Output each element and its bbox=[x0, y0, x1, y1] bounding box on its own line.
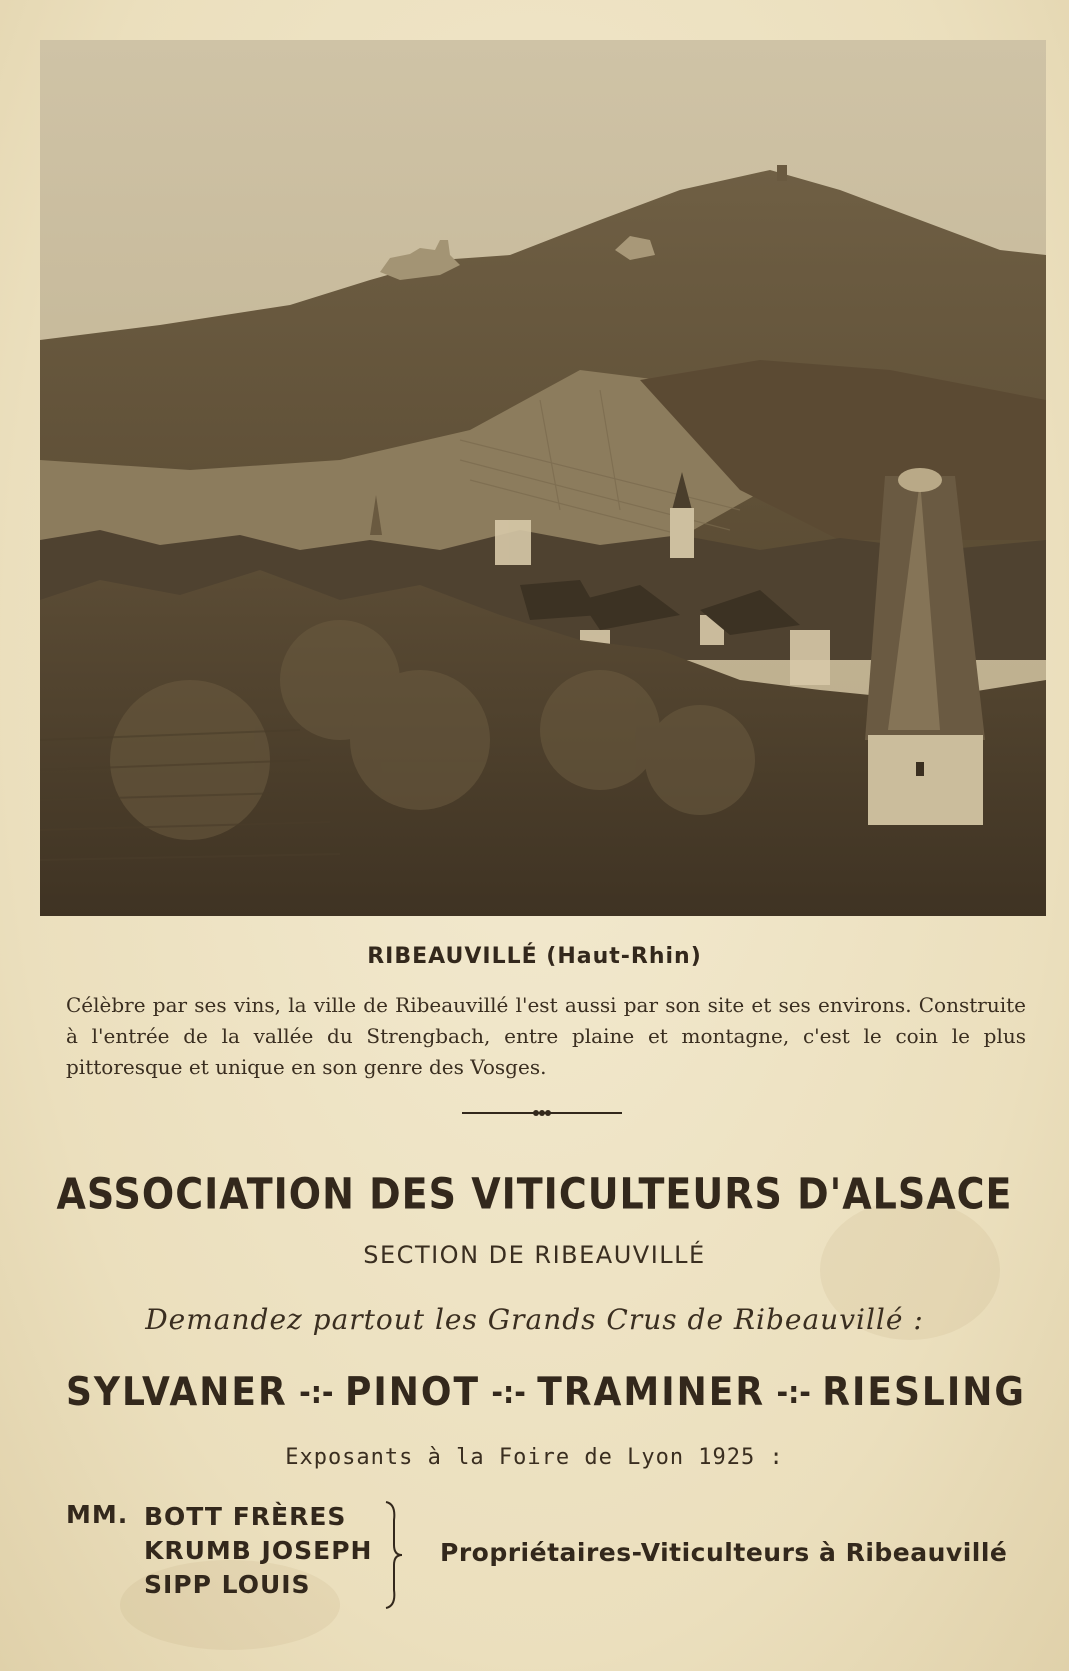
ornament-divider bbox=[462, 1105, 622, 1121]
wine-name: PINOT bbox=[344, 1369, 481, 1416]
wine-separator: -:- bbox=[491, 1374, 526, 1411]
wine-name: RIESLING bbox=[822, 1369, 1026, 1416]
wine-separator: -:- bbox=[776, 1374, 811, 1411]
exhibitors-intro: Exposants à la Foire de Lyon 1925 : bbox=[285, 1445, 784, 1470]
wine-name: TRAMINER bbox=[537, 1369, 766, 1416]
exhibitor-name: KRUMB JOSEPH bbox=[144, 1536, 373, 1565]
wine-name: SYLVANER bbox=[66, 1369, 288, 1416]
landscape-photo bbox=[40, 40, 1046, 916]
demand-line: Demandez partout les Grands Crus de Ribeauvillé : bbox=[145, 1303, 924, 1336]
exhibitors-role: Propriétaires-Viticulteurs à Ribeauvillé bbox=[440, 1538, 1008, 1567]
caption-title: RIBEAUVILLÉ (Haut-Rhin) bbox=[367, 944, 702, 969]
exhibitors-prefix: MM. bbox=[66, 1500, 129, 1529]
association-name: ASSOCIATION DES VITICULTEURS D'ALSACE bbox=[56, 1169, 1013, 1219]
castle-tower bbox=[777, 165, 787, 181]
exhibitor-name: SIPP LOUIS bbox=[144, 1570, 311, 1599]
caption-text: Célèbre par ses vins, la ville de Ribeauvillé l'est aussi par son site et ses environs. Construite à l'entrée de la vallée du Strengbach, entre plaine et montagne, c'est le coin le plus pittoresque et unique en son genre des Vosges. bbox=[66, 993, 1026, 1079]
wine-separator: -:- bbox=[299, 1374, 334, 1411]
exhibitor-name: BOTT FRÈRES bbox=[144, 1502, 347, 1531]
association-section: SECTION DE RIBEAUVILLÉ bbox=[363, 1241, 706, 1269]
curly-brace bbox=[384, 1500, 404, 1610]
exhibitor-names bbox=[144, 1500, 372, 1602]
wine-list bbox=[66, 1370, 1026, 1415]
landscape-photo-icon bbox=[40, 40, 1046, 916]
